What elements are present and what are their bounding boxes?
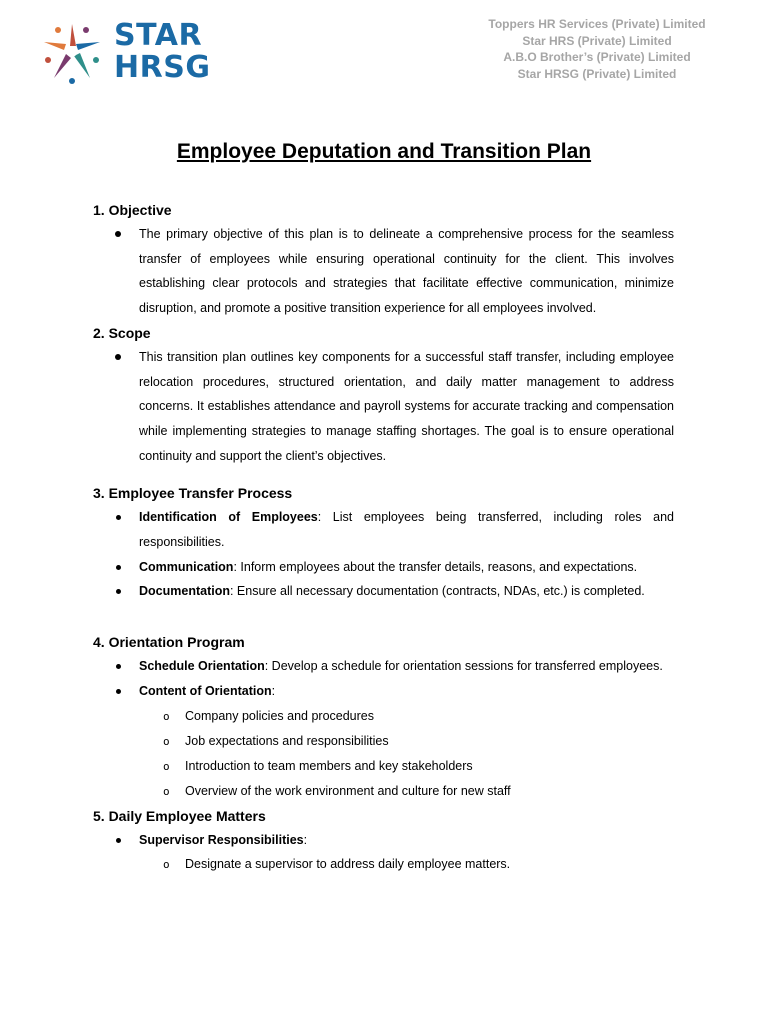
objective-list <box>93 222 674 321</box>
sub-list-item: o Overview of the work environment and culture for new staff <box>93 779 674 804</box>
supervisor-list <box>93 852 674 877</box>
daily-matters-list <box>93 828 674 853</box>
company-name: Star HRSG (Private) Limited <box>517 66 677 81</box>
company-name: A.B.O Brother’s (Private) Limited <box>503 50 691 65</box>
orientation-content-list <box>93 704 674 804</box>
section-title-orientation: 4. Orientation Program <box>93 634 245 651</box>
sub-list-item: o Job expectations and responsibilities <box>93 729 674 754</box>
company-name: Star HRS (Private) Limited <box>522 33 672 48</box>
sub-list-item: o Introduction to team members and key stakeholders <box>93 754 674 779</box>
sub-list-item: o Designate a supervisor to address daily employee matters. <box>93 852 674 877</box>
list-item: Documentation: Ensure all necessary documentation (contracts, NDAs, etc.) is completed. <box>93 579 674 604</box>
sub-list-item: o Company policies and procedures <box>93 704 674 729</box>
list-item: Supervisor Responsibilities: <box>93 828 674 853</box>
star-logo-icon <box>40 22 104 84</box>
document-title: Employee Deputation and Transition Plan <box>176 140 592 163</box>
transfer-process-list <box>93 505 674 604</box>
list-item: Identification of Employees: List employees being transferred, including roles and responsibilities. <box>93 505 674 554</box>
logo-wordmark: STAR HRSG <box>114 18 211 85</box>
list-item: Schedule Orientation: Develop a schedule for orientation sessions for transferred employees. <box>93 654 674 679</box>
list-item: This transition plan outlines key components for a successful staff transfer, including employee relocation procedures, structured orientation, and daily matter management to address concerns. It establishes attendance and payroll systems for accurate tracking and compensation while implementing strategies to manage staffing shortages. The goal is to ensure operational continuity and support the client’s objectives. <box>93 345 674 469</box>
orientation-list <box>93 654 674 703</box>
section-title-objective: 1. Objective <box>93 202 172 218</box>
scope-list <box>93 345 674 469</box>
list-item: Communication: Inform employees about the transfer details, reasons, and expectations. <box>93 555 674 580</box>
section-title-transfer-process: 3. Employee Transfer Process <box>93 485 293 502</box>
company-names <box>477 16 717 82</box>
section-title-daily-matters: 5. Daily Employee Matters <box>93 807 266 824</box>
document-body <box>93 198 674 877</box>
section-title-scope: 2. Scope <box>93 324 151 341</box>
company-logo <box>40 20 220 86</box>
company-name: Toppers HR Services (Private) Limited <box>488 17 706 31</box>
list-item: The primary objective of this plan is to delineate a comprehensive process for the seamless transfer of employees while ensuring operational continuity for the client. This involves establishing clear protocols and strategies that facilitate effective communication, minimize disruption, and promote a positive transition experience for all employees involved. <box>93 222 674 321</box>
list-item: Content of Orientation: <box>93 679 674 704</box>
